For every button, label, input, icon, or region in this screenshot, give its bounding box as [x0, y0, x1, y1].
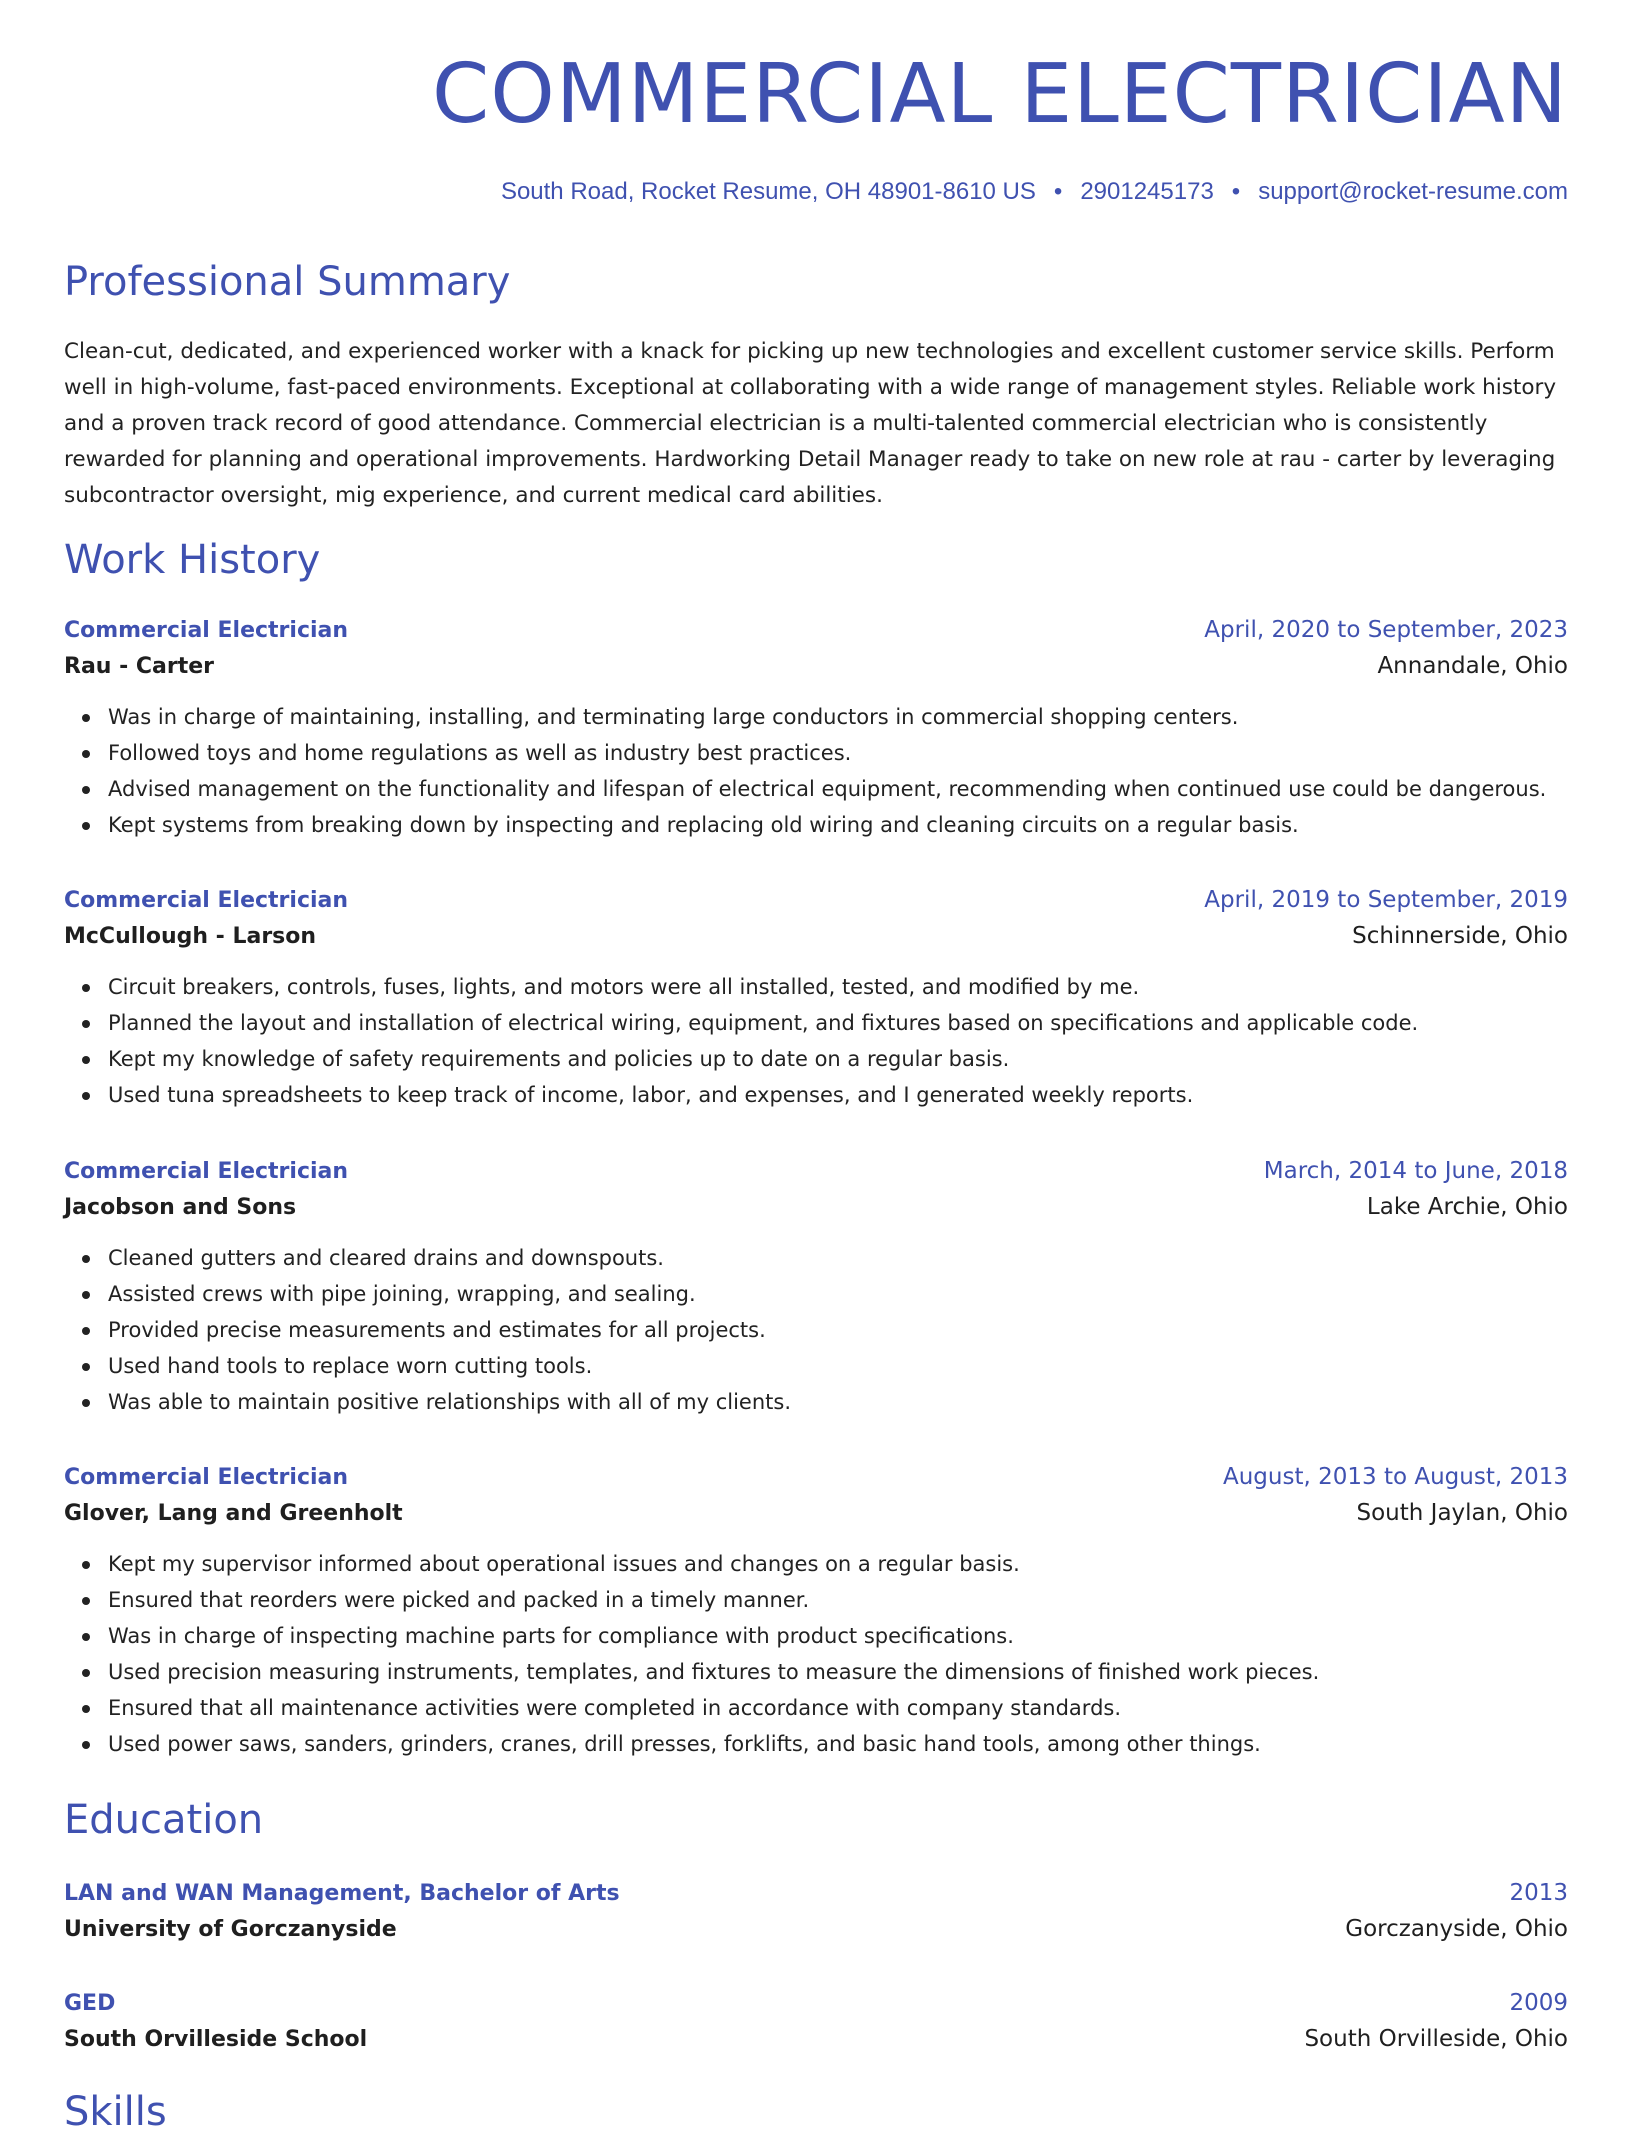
job-location: Schinnerside, Ohio — [1352, 923, 1568, 949]
job-bullet: Planned the layout and installation of electrical wiring, equipment, and fixtures based on specifications and applicable code. — [108, 1005, 1568, 1041]
job-location: Annandale, Ohio — [1377, 653, 1568, 679]
job-dates: March, 2014 to June, 2018 — [1263, 1158, 1568, 1184]
contact-line — [501, 178, 1568, 206]
job-company: Jacobson and Sons — [64, 1195, 297, 1220]
education-school: University of Gorczanyside — [64, 1917, 397, 1942]
job-bullet: Advised management on the functionality and lifespan of electrical equipment, recommending when continued use could be dangerous. — [108, 771, 1568, 807]
section-title-summary: Professional Summary — [64, 259, 511, 305]
job-bullet: Was able to maintain positive relationships with all of my clients. — [108, 1384, 1568, 1420]
job-bullet: Kept my knowledge of safety requirements and policies up to date on a regular basis. — [108, 1041, 1568, 1077]
contact-separator: • — [1231, 178, 1241, 205]
education-location: Gorczanyside, Ohio — [1345, 1916, 1568, 1942]
job-bullet: Kept my supervisor informed about operational issues and changes on a regular basis. — [108, 1546, 1568, 1582]
job-company: Glover, Lang and Greenholt — [64, 1501, 403, 1526]
job-bullets — [64, 969, 1568, 1113]
contact-address: South Road, Rocket Resume, OH 48901-8610 US — [500, 178, 1036, 205]
job-dates: April, 2019 to September, 2019 — [1204, 887, 1568, 913]
job-location: South Jaylan, Ohio — [1356, 1500, 1568, 1526]
contact-separator: • — [1053, 178, 1063, 205]
job-bullet: Cleaned gutters and cleared drains and downspouts. — [108, 1240, 1568, 1276]
job-bullet: Used hand tools to replace worn cutting tools. — [108, 1348, 1568, 1384]
contact-email[interactable]: support@rocket-resume.com — [1258, 178, 1568, 205]
education-year: 2009 — [1509, 1990, 1568, 2016]
resume-name: COMMERCIAL ELECTRICIAN — [432, 47, 1568, 142]
job-bullet: Used power saws, sanders, grinders, cranes, drill presses, forklifts, and basic hand tools, among other things. — [108, 1726, 1568, 1762]
job-title: Commercial Electrician — [64, 1159, 349, 1184]
job-bullet: Ensured that all maintenance activities were completed in accordance with company standards. — [108, 1690, 1568, 1726]
job-bullet: Ensured that reorders were picked and packed in a timely manner. — [108, 1582, 1568, 1618]
section-title-education: Education — [64, 1797, 264, 1843]
job-title: Commercial Electrician — [64, 1465, 349, 1490]
job-bullet: Kept systems from breaking down by inspecting and replacing old wiring and cleaning circuits on a regular basis. — [108, 807, 1568, 843]
work-entry — [64, 1158, 1568, 1420]
work-entry — [64, 1464, 1568, 1762]
job-bullet: Was in charge of inspecting machine parts for compliance with product specifications. — [108, 1618, 1568, 1654]
education-degree: LAN and WAN Management, Bachelor of Arts — [64, 1881, 620, 1906]
job-bullets — [64, 699, 1568, 843]
job-bullets — [64, 1240, 1568, 1420]
job-title: Commercial Electrician — [64, 888, 349, 913]
job-title: Commercial Electrician — [64, 618, 349, 643]
education-year: 2013 — [1509, 1880, 1568, 1906]
job-bullet: Circuit breakers, controls, fuses, lights, and motors were all installed, tested, and modified by me. — [108, 969, 1568, 1005]
education-degree: GED — [64, 1991, 116, 2016]
job-location: Lake Archie, Ohio — [1366, 1194, 1568, 1220]
job-bullet: Used precision measuring instruments, templates, and fixtures to measure the dimensions of finished work pieces. — [108, 1654, 1568, 1690]
job-bullet: Followed toys and home regulations as well as industry best practices. — [108, 735, 1568, 771]
work-entry — [64, 617, 1568, 843]
job-company: McCullough - Larson — [64, 924, 317, 949]
education-school: South Orvilleside School — [64, 2027, 368, 2052]
summary-text: Clean-cut, dedicated, and experienced worker with a knack for picking up new technologies and excellent customer service skills. Perform well in high-volume, fast-paced environments. Exceptional at collaborating with a wide range of management styles. Reliable work history and a proven track record of good attendance. Commercial electrician is a multi-talented commercial electrician who is consistently rewarded for planning and operational improvements. Hardworking Detail Manager ready to take on new role at rau - carter by leveraging subcontractor oversight, mig experience, and current medical card abilities. — [64, 339, 1557, 508]
contact-phone: 2901245173 — [1080, 178, 1214, 205]
section-title-skills: Skills — [64, 2089, 167, 2135]
work-entry — [64, 887, 1568, 1113]
job-dates: April, 2020 to September, 2023 — [1204, 617, 1568, 643]
education-location: South Orvilleside, Ohio — [1304, 2026, 1568, 2052]
job-bullet: Used tuna spreadsheets to keep track of income, labor, and expenses, and I generated weekly reports. — [108, 1077, 1568, 1113]
job-bullets — [64, 1546, 1568, 1762]
section-title-work-history: Work History — [64, 537, 321, 583]
job-bullet: Was in charge of maintaining, installing, and terminating large conductors in commercial shopping centers. — [108, 699, 1568, 735]
job-dates: August, 2013 to August, 2013 — [1223, 1464, 1568, 1490]
job-bullet: Assisted crews with pipe joining, wrapping, and sealing. — [108, 1276, 1568, 1312]
job-bullet: Provided precise measurements and estimates for all projects. — [108, 1312, 1568, 1348]
education-entry — [64, 1880, 1568, 1942]
job-company: Rau - Carter — [64, 654, 215, 679]
education-entry — [64, 1990, 1568, 2052]
